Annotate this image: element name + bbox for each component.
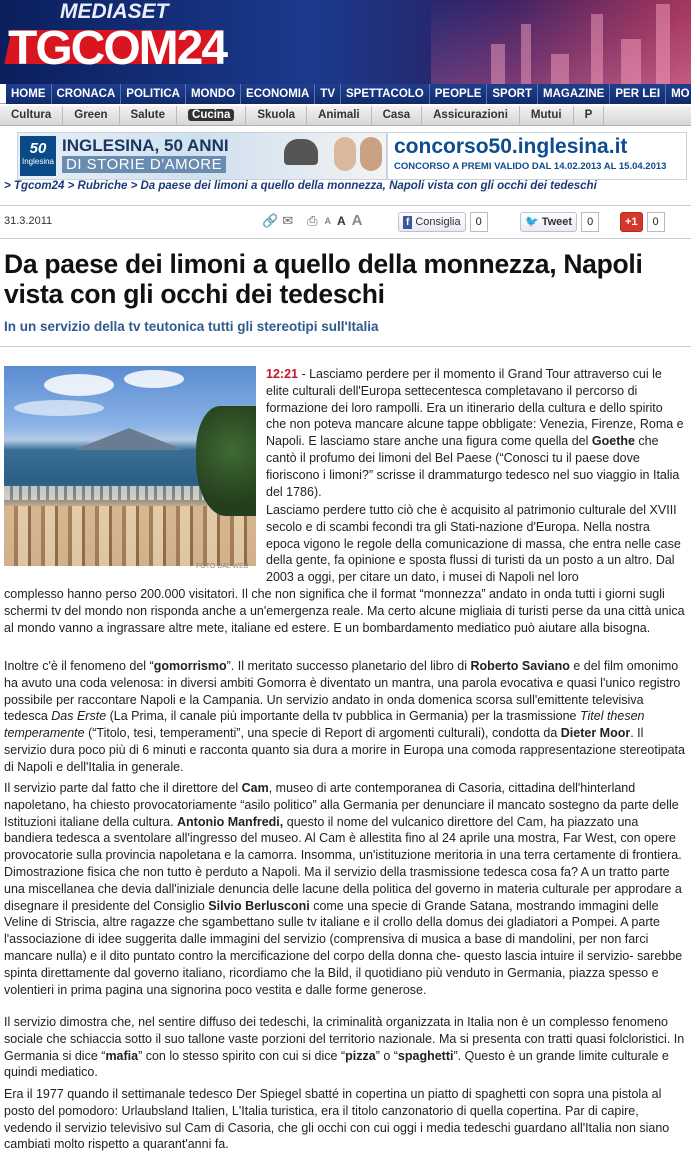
breadcrumb: > Tgcom24 > Rubriche > Da paese dei limoni a quello della monnezza, Napoli vista con gli occhi dei tedeschi	[4, 180, 597, 192]
text-size-large[interactable]: A	[351, 212, 363, 229]
nav-item-tv[interactable]: TV	[315, 84, 341, 104]
inglesina-logo: 50 Inglesina	[20, 136, 56, 176]
subnav-item-assicurazioni[interactable]: Assicurazioni	[422, 106, 520, 125]
facebook-like-button[interactable]: f Consiglia	[398, 212, 466, 232]
link-icon[interactable]: 🔗	[262, 212, 279, 228]
person-image	[360, 137, 382, 171]
banner-dates: CONCORSO A PREMI VALIDO DAL 14.02.2013 AL 15.04.2013	[394, 161, 667, 172]
subnav-item-green[interactable]: Green	[63, 106, 119, 125]
paragraph-2b: complesso hanno perso 200.000 visitatori. Il che non significa che il format “monnezza” andato in onda tutti i giorni sugli schermi tv del mondo non risponda anche a un'emergenza reale. Ma certo alcune migliaia di turisti perse da una città unica al mondo vanno a ingrassare altre mete, italiane ed estere. E un bombardamento mediatico può aiutare alla bisogna.	[4, 587, 685, 635]
main-nav	[0, 84, 691, 104]
subnav-item-skuola[interactable]: Skuola	[246, 106, 307, 125]
paragraph-3: Inoltre c'è il fenomeno del “gomorrismo”. Il meritato successo planetario del libro di Roberto Saviano e del film omonimo ha avuto una coda velenosa: in diversi ambiti Gomorra è diventato un mantra, una parola evocativa e quasi l'unico registro possibile per raccontare Napoli e la Campania. Un servizio andato in onda domenica scorsa sull'emittente televisiva tedesca Das Erste (La Prima, il canale più importante della tv pubblica in Germania) per la trasmissione Titel thesen temperamente (“Titolo, tesi, temperamenti”, una specie di Report di argomenti culturali), condotta da Dieter Moor. Il servizio dura poco più di 6 minuti e racconta quanto sia dura a morire in Europa una comoda rappresentazione stereotipata di Napoli e dell'Italia in generale.	[4, 659, 685, 774]
nav-item-magazine[interactable]: MAGAZINE	[538, 84, 610, 104]
subnav-item-p[interactable]: P	[574, 106, 605, 125]
subnav-item-mutui[interactable]: Mutui	[520, 106, 574, 125]
article-time: 12:21	[266, 367, 298, 381]
article-subtitle: In un servizio della tv teutonica tutti gli stereotipi sull'Italia	[4, 319, 379, 334]
article-tools	[262, 212, 366, 229]
nav-item-sport[interactable]: SPORT	[487, 84, 538, 104]
paragraph-1: 12:21 - Lasciamo perdere per il momento il Grand Tour attraverso cui le elite culturali dell'Europa settecentesca completavano il percorso di formazione dei loro rampolli. Era un itinerario della cultura e dello spirito che non poteva mancare alcune tappe obbligate: Venezia, Firenze, Roma e Napoli. E lasciamo stare anche una figura come quella del Goethe che cantò il profumo dei limoni del Bel Paese (“Conosci tu il paese dove fioriscono i limoni?” scrisse il drammaturgo tedesco nel suo viaggio in Italia del 1786).	[266, 367, 684, 499]
skyline-graphic	[431, 0, 691, 84]
paragraph-4: Il servizio parte dal fatto che il direttore del Cam, museo di arte contemporanea di Casoria, cittadina dell'hinterland napoletano, ha chiesto provocatoriamente “asilo politico” alla Germania per denunciare il mancato sostegno da parte delle Istituzioni italiane della cultura. Antonio Manfredi, questo il nome del vulcanico direttore del Cam, ha piazzato una bandiera tedesca a sventolare all'ingresso del museo. Al Cam è allestita fino al 24 aprile una mostra, Far West, con opere provocatorie sulla provincia napoletana e la camorra. Insomma, un'istituzione meritoria in una terra certamente di frontiera. Dimostrazione fisica che non tutto è perduto a Napoli. Ma il servizio della trasmissione tedesca cosa fa? A un tratto parte una miscellanea che devia dall'iniziale denuncia delle lacune della politica del governo in materia culturale per approdare a disegnare il presidente del Consiglio Silvio Berlusconi come una specie di Grande Satana, mostrando immagini delle Veline di Striscia, altre ragazze che sgambettano sulle tv italiane e il crollo della domus dei gladiatori a Pompei. A parte l'associazione di idee suggerita dalle immagini del servizio (comprensiva di musica a base di mandolini, per non farci mancare nulla) e il dito puntato contro la mercificazione del corpo della donna che- questo lascia intuire il servizio- sarebbe spinta direttamente dal governo italiano, ricordiamo che la Bild, il quotidiano più venduto in Germania, piazza spesso e volentieri in prima pagina una signorina poco vestita e dalle forme generose.	[4, 781, 683, 997]
gplus-button[interactable]: +1	[620, 212, 643, 232]
nav-item-spettacolo[interactable]: SPETTACOLO	[341, 84, 430, 104]
print-icon[interactable]: ⎙	[307, 212, 318, 228]
facebook-share	[398, 212, 488, 232]
breadcrumb-rubriche[interactable]: Rubriche	[77, 180, 128, 192]
nav-item-economia[interactable]: ECONOMIA	[241, 84, 315, 104]
banner-url: concorso50.inglesina.it	[394, 135, 628, 158]
subnav-item-cultura[interactable]: Cultura	[0, 106, 63, 125]
banner-subtitle: DI STORIE D'AMORE	[62, 156, 226, 173]
breadcrumb-current: Da paese dei limoni a quello della monnezza, Napoli vista con gli occhi dei tedeschi	[140, 180, 597, 192]
subnav-item-cucina[interactable]: Cucina	[177, 106, 246, 125]
sub-nav	[0, 106, 691, 126]
article-photo-naples	[4, 366, 256, 566]
tweet-count: 0	[581, 212, 599, 232]
nav-item-per-lei[interactable]: PER LEI	[610, 84, 666, 104]
person-image	[334, 137, 356, 171]
photo-credit: FOTO DAL WEB	[196, 563, 249, 570]
nav-item-politica[interactable]: POLITICA	[121, 84, 186, 104]
twitter-share	[520, 212, 599, 232]
paragraph-2a: Lasciamo perdere tutto ciò che è acquisito al patrimonio culturale del XVIII secolo e di scambi fecondi tra gli Stati-nazione d'Europa. Nella nostra epoca vigono le regole della comunicazione di massa, che entra nelle case della gente, fa opinione e sposta flussi di turisti da un posto a un altro. Dal 2003 a oggi, per citare un dato, i musei di Napoli nel loro	[266, 503, 681, 585]
nav-item-mo[interactable]: MO	[666, 84, 691, 104]
subnav-item-animali[interactable]: Animali	[307, 106, 372, 125]
subnav-item-salute[interactable]: Salute	[120, 106, 178, 125]
text-size-small[interactable]: A	[324, 215, 331, 226]
facebook-count: 0	[470, 212, 488, 232]
paragraph-5: Il servizio dimostra che, nel sentire diffuso dei tedeschi, la criminalità organizzata in Italia non è un complesso fenomeno sociale che schiaccia sotto il suo tallone vaste porzioni del territorio nazionale. Ma si presenta con tratti quasi folcloristici. In Germania si dice “mafia” con lo stesso spirito con cui si dice “pizza” o “spaghetti”. Questo è un grande limite culturale e quindi mediatico.	[4, 1015, 685, 1080]
nav-item-cronaca[interactable]: CRONACA	[52, 84, 122, 104]
tgcom24-logo[interactable]: TGCOM24	[8, 22, 220, 76]
text-size-medium[interactable]: A	[337, 213, 346, 228]
pram-icon	[284, 139, 318, 165]
mediaset-logo[interactable]: MEDIASET	[60, 0, 169, 23]
breadcrumb-home[interactable]: Tgcom24	[13, 180, 65, 192]
banner-title: INGLESINA, 50 ANNI	[62, 136, 229, 155]
nav-item-mondo[interactable]: MONDO	[186, 84, 241, 104]
gplus-count: 0	[647, 212, 665, 232]
article-title: Da paese dei limoni a quello della monnezza, Napoli vista con gli occhi dei tedeschi	[4, 249, 643, 309]
article-date: 31.3.2011	[4, 215, 53, 227]
masthead	[0, 0, 691, 84]
banner-left[interactable]	[17, 132, 387, 180]
tweet-button[interactable]: 🐦 Tweet	[520, 212, 577, 232]
subnav-item-casa[interactable]: Casa	[372, 106, 423, 125]
facebook-icon: f	[403, 216, 412, 229]
banner-right[interactable]	[387, 132, 687, 180]
email-icon[interactable]: ✉	[282, 212, 294, 228]
paragraph-6: Era il 1977 quando il settimanale tedesco Der Spiegel sbatté in copertina un piatto di spaghetti con sopra una pistola al posto del pomodoro: Urlaubsland Italien, L'Italia turistica, era il titolo canzonatorio di quella copertina. Par di capire, vedendo il servizio televisivo sul Cam di Casoria, che gli occhi con cui oggi i media tedeschi guardano all'Italia non siano cambiati molto rispetto a quarant'anni fa.	[4, 1087, 670, 1152]
twitter-bird-icon: 🐦	[525, 216, 539, 228]
nav-item-people[interactable]: PEOPLE	[430, 84, 488, 104]
gplus-share	[620, 212, 665, 232]
banner-ad[interactable]	[17, 132, 691, 180]
nav-item-home[interactable]: HOME	[6, 84, 52, 104]
